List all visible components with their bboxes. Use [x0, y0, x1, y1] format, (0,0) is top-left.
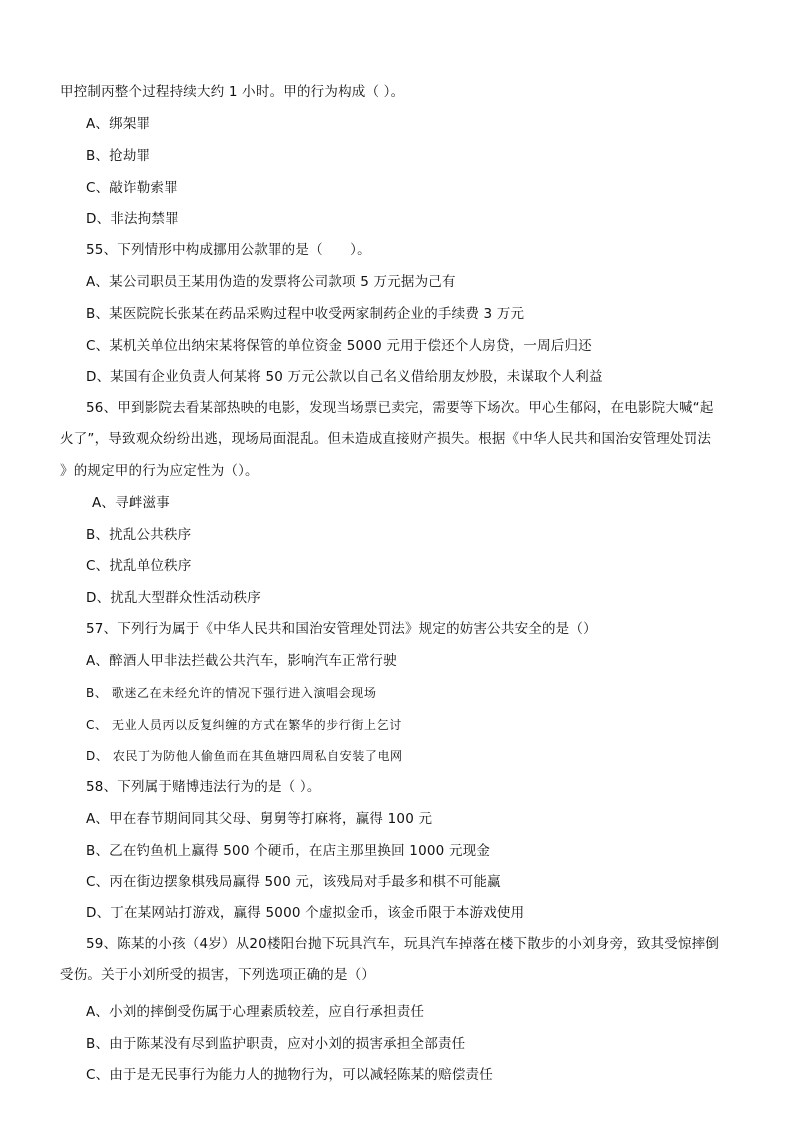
question-59: 59、陈某的小孩（4岁）从20楼阳台抛下玩具汽车，玩具汽车掉落在楼下散步的小刘身旁，致其受惊摔倒	[86, 936, 720, 952]
option-b: B、 歌迷乙在未经允许的情况下强行进入演唱会现场	[86, 686, 377, 700]
option-c: C、由于是无民事行为能力人的抛物行为，可以减轻陈某的赔偿责任	[86, 1067, 493, 1083]
question-54-stem-end: 甲控制丙整个过程持续大约 1 小时。甲的行为构成（ ）。	[60, 84, 405, 100]
question-56-line-3: 》的规定甲的行为应定性为（）。	[60, 463, 259, 479]
option-c: C、敲诈勒索罪	[86, 180, 178, 196]
option-d: D、非法拘禁罪	[86, 211, 179, 227]
option-a: A、寻衅滋事	[92, 495, 170, 511]
option-a: A、醉酒人甲非法拦截公共汽车，影响汽车正常行驶	[86, 653, 397, 669]
option-d: D、扰乱大型群众性活动秩序	[86, 590, 261, 606]
question-56: 56、甲到影院去看某部热映的电影，发现当场票已卖完，需要等下场次。甲心生郁闷，在电影院大喊“起	[86, 400, 714, 416]
option-a: A、绑架罪	[86, 116, 151, 132]
option-d: D、 农民丁为防他人偷鱼而在其鱼塘四周私自安装了电网	[86, 749, 403, 763]
question-56-line-2: 火了”，导致观众纷纷出逃，现场局面混乱。但未造成直接财产损失。根据《中华人民共和国治安管理处罚法	[60, 431, 712, 447]
option-b: B、由于陈某没有尽到监护职责，应对小刘的损害承担全部责任	[86, 1036, 466, 1052]
question-59-line-2: 受伤。关于小刘所受的损害，下列选项正确的是（）	[60, 967, 376, 983]
option-c: C、扰乱单位秩序	[86, 558, 192, 574]
option-b: B、乙在钓鱼机上赢得 500 个硬币，在店主那里换回 1000 元现金	[86, 843, 491, 859]
option-b: B、扰乱公共秩序	[86, 527, 192, 543]
option-d: D、某国有企业负责人何某将 50 万元公款以自己名义借给朋友炒股，未谋取个人利益	[86, 369, 603, 385]
question-58: 58、下列属于赌博违法行为的是（ ）。	[86, 779, 321, 795]
option-a: A、小刘的摔倒受伤属于心理素质较差，应自行承担责任	[86, 1004, 425, 1020]
option-b: B、某医院院长张某在药品采购过程中收受两家制药企业的手续费 3 万元	[86, 306, 525, 322]
option-b: B、抢劫罪	[86, 148, 151, 164]
question-55: 55、下列情形中构成挪用公款罪的是（ ）。	[86, 242, 371, 258]
option-a: A、甲在春节期间同其父母、舅舅等打麻将，赢得 100 元	[86, 811, 433, 827]
option-d: D、丁在某网站打游戏，赢得 5000 个虚拟金币，该金币限于本游戏使用	[86, 905, 525, 921]
option-c: C、 无业人员丙以反复纠缠的方式在繁华的步行街上乞讨	[86, 718, 402, 732]
option-a: A、某公司职员王某用伪造的发票将公司款项 5 万元据为己有	[86, 274, 456, 290]
question-57: 57、下列行为属于《中华人民共和国治安管理处罚法》规定的妨害公共安全的是（）	[86, 621, 597, 637]
option-c: C、丙在街边摆象棋残局赢得 500 元，该残局对手最多和棋不可能赢	[86, 874, 501, 890]
option-c: C、某机关单位出纳宋某将保管的单位资金 5000 元用于偿还个人房贷，一周后归还	[86, 338, 592, 354]
